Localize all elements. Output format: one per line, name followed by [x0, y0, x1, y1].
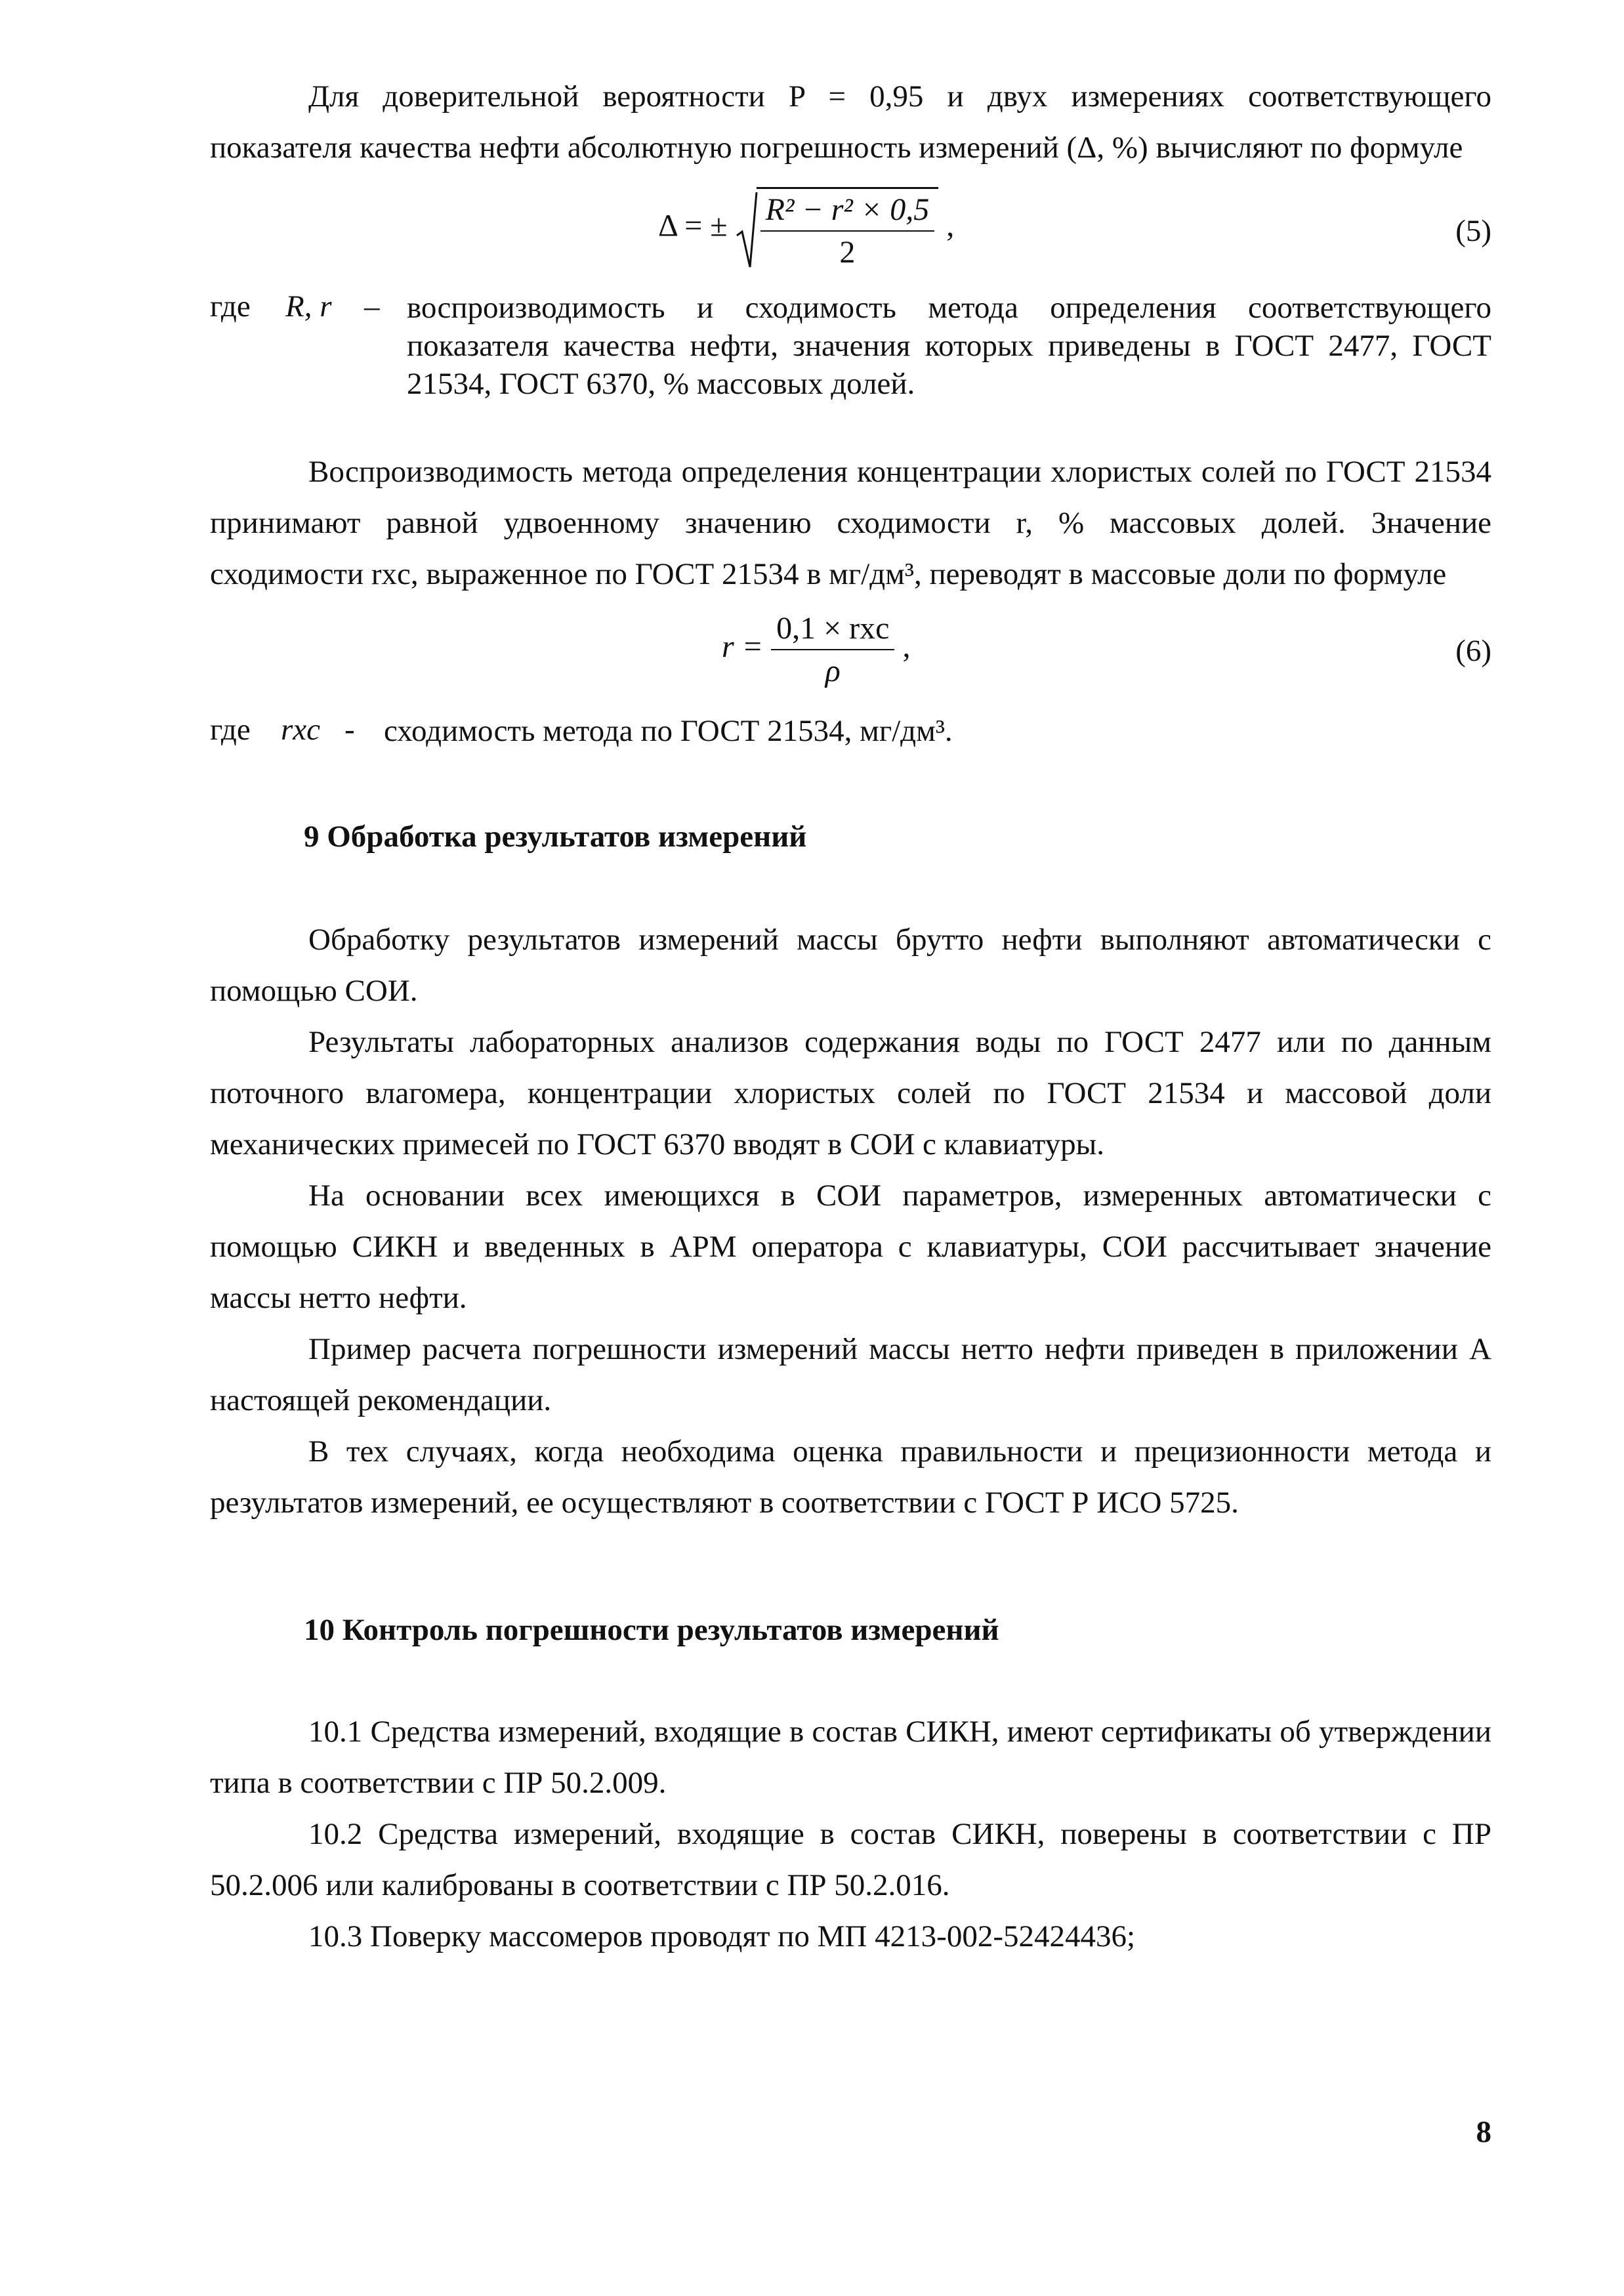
section-9-paragraph: Обработку результатов измерений массы брутто нефти выполняют автоматически с помощью СОИ. [210, 923, 1491, 1008]
section-9-paragraph: На основании всех имеющихся в СОИ параметров, измеренных автоматически с помощью СИКН и введенных в АРМ оператора с клавиатуры, СОИ рассчитывает значение массы нетто нефти. [210, 1179, 1491, 1315]
paragraph-text: Для доверительной вероятности P = 0,95 и двух измерениях соответствующего показателя качества нефти абсолютную погрешность измерений (Δ, %) вычисляют по формуле [210, 79, 1491, 165]
where-keyword: где [210, 289, 251, 324]
formula-6 [722, 610, 910, 689]
where-symbols: R, r [285, 289, 332, 324]
formula-5-fraction [757, 187, 939, 270]
formula-6-denominator: ρ [825, 654, 841, 688]
formula-6-fraction [771, 610, 894, 689]
section-9-paragraph: В тех случаях, когда необходима оценка правильности и прецизионности метода и результатов измерений, ее осуществляют в соответствии с ГОСТ Р ИСО 5725. [210, 1434, 1491, 1520]
section-9-title: 9 Обработка результатов измерений [304, 820, 807, 854]
where-definition: сходимость метода по ГОСТ 21534, мг/дм³. [384, 714, 953, 748]
section-9-body [210, 914, 1491, 1528]
where-symbols: rxc [281, 713, 321, 747]
formula-6-numerator: 0,1 × rxc [771, 610, 894, 650]
formula-5-number: (5) [1455, 214, 1491, 248]
sqrt-icon [736, 190, 758, 268]
section-9-paragraph: Результаты лабораторных анализов содержания воды по ГОСТ 2477 или по данным поточного влагомера, концентрации хлористых солей по ГОСТ 21534 и массовой доли механических примесей по ГОСТ 6370 вводят в СОИ с клавиатуры. [210, 1025, 1491, 1161]
section-10-body [210, 1706, 1491, 1962]
where-dash: – [364, 289, 380, 324]
formula-6-tail: , [902, 629, 911, 665]
section-10-paragraph: 10.2 Средства измерений, входящие в состав СИКН, поверены в соответствии с ПР 50.2.006 или калиброваны в соответствии с ПР 50.2.016. [210, 1817, 1491, 1902]
paragraph-intro [210, 71, 1491, 173]
where-block-2 [210, 712, 1491, 751]
paragraph-reproducibility [210, 446, 1491, 600]
formula-5-lhs: Δ = ± [658, 208, 728, 243]
where-definition: воспроизводимость и сходимость метода определения соответствующего показателя качества нефти, значения которых приведены в ГОСТ 2477, ГОСТ 21534, ГОСТ 6370, % массовых долей. [407, 291, 1491, 401]
formula-5-numerator: R² − r² × 0,5 [760, 192, 935, 232]
where-dash: - [344, 713, 355, 747]
formula-5-tail: , [946, 208, 955, 243]
formula-6-number: (6) [1455, 634, 1491, 668]
section-10-paragraph: 10.3 Поверку массомеров проводят по МП 4213-002-52424436; [308, 1919, 1136, 1953]
section-9-paragraph: Пример расчета погрешности измерений массы нетто нефти приведен в приложении А настоящей рекомендации. [210, 1332, 1491, 1417]
where-keyword: где [210, 713, 251, 747]
formula-5 [658, 187, 954, 270]
page-number: 8 [1476, 2115, 1491, 2149]
paragraph-text: Воспроизводимость метода определения концентрации хлористых солей по ГОСТ 21534 принимают равной удвоенному значению сходимости r, % массовых долей. Значение сходимости rxc, выраженное по ГОСТ 21534 в мг/дм³, переводят в массовые доли по формуле [210, 455, 1491, 591]
section-10-paragraph: 10.1 Средства измерений, входящие в состав СИКН, имеют сертификаты об утверждении типа в соответствии с ПР 50.2.009. [210, 1715, 1491, 1800]
section-10-title: 10 Контроль погрешности результатов измерений [304, 1613, 999, 1647]
where-block-1 [210, 289, 1491, 407]
formula-5-denominator: 2 [839, 235, 856, 270]
formula-6-lhs: r = [722, 629, 764, 665]
